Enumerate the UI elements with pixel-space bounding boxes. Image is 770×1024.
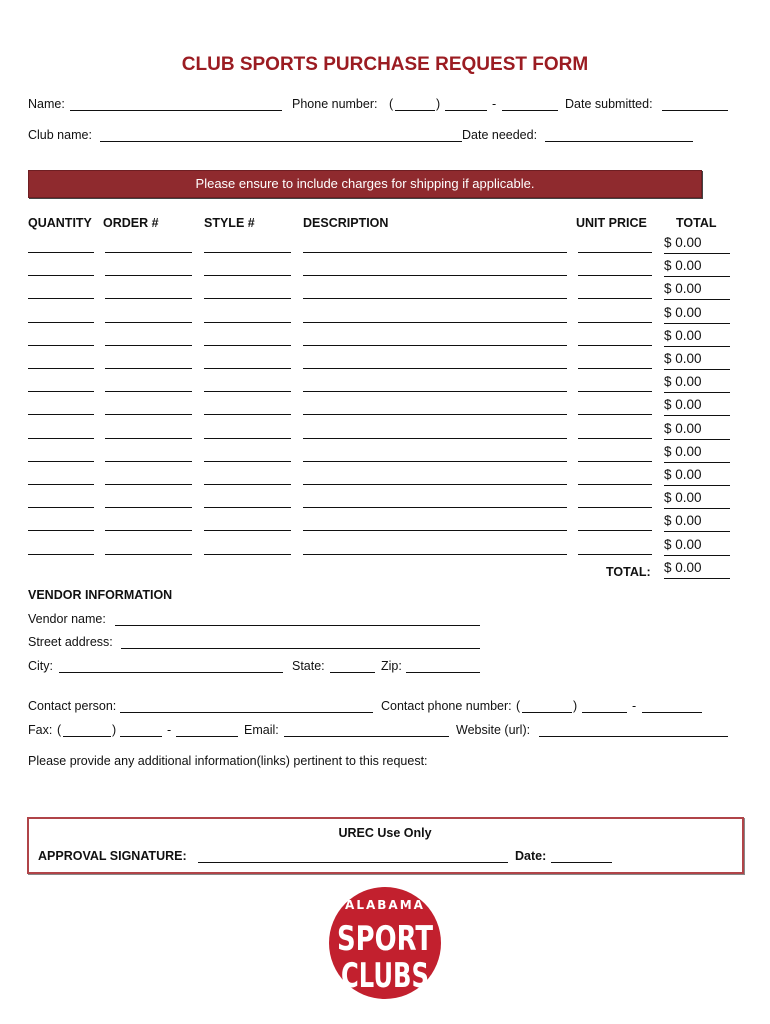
description-field[interactable] — [303, 391, 567, 392]
unit-price-field[interactable] — [578, 507, 652, 508]
order-field[interactable] — [105, 368, 192, 369]
order-field[interactable] — [105, 414, 192, 415]
row-total-value: $ 0.00 — [664, 444, 730, 463]
unit-price-field[interactable] — [578, 322, 652, 323]
name-field[interactable] — [70, 110, 282, 111]
urec-heading: UREC Use Only — [338, 826, 432, 840]
svg-text:CLUBS: CLUBS — [341, 956, 429, 996]
col-order: ORDER # — [103, 216, 159, 230]
quantity-field[interactable] — [28, 322, 94, 323]
grand-total-value: $ 0.00 — [664, 560, 730, 579]
website-label: Website (url): — [456, 723, 531, 737]
name-label: Name: — [28, 97, 65, 111]
style-field[interactable] — [204, 554, 291, 555]
row-total-value: $ 0.00 — [664, 374, 730, 393]
quantity-field[interactable] — [28, 252, 94, 253]
contact-phone-label: Contact phone number: — [381, 699, 512, 713]
quantity-field[interactable] — [28, 554, 94, 555]
contact-phone-dash: - — [632, 699, 637, 713]
unit-price-field[interactable] — [578, 298, 652, 299]
approval-signature-field[interactable] — [198, 862, 508, 863]
additional-info-label: Please provide any additional information(links) pertinent to this request: — [28, 754, 428, 768]
style-field[interactable] — [204, 507, 291, 508]
row-total-value: $ 0.00 — [664, 281, 730, 300]
row-total-value: $ 0.00 — [664, 537, 730, 556]
zip-field[interactable] — [406, 672, 480, 673]
quantity-field[interactable] — [28, 438, 94, 439]
row-total-value: $ 0.00 — [664, 421, 730, 440]
grand-total-label: TOTAL: — [606, 565, 651, 579]
order-field[interactable] — [105, 461, 192, 462]
quantity-field[interactable] — [28, 298, 94, 299]
state-field[interactable] — [330, 672, 375, 673]
order-field[interactable] — [105, 438, 192, 439]
description-field[interactable] — [303, 275, 567, 276]
col-style: STYLE # — [204, 216, 255, 230]
urec-date-field[interactable] — [551, 862, 612, 863]
unit-price-field[interactable] — [578, 461, 652, 462]
unit-price-field[interactable] — [578, 530, 652, 531]
unit-price-field[interactable] — [578, 438, 652, 439]
description-field[interactable] — [303, 554, 567, 555]
svg-text:SPORT: SPORT — [337, 919, 434, 959]
contact-phone-area-field[interactable] — [522, 712, 572, 713]
phone-open-paren: ( — [389, 97, 394, 111]
approval-signature-label: APPROVAL SIGNATURE: — [38, 849, 187, 863]
description-field[interactable] — [303, 345, 567, 346]
unit-price-field[interactable] — [578, 484, 652, 485]
contact-phone-open-paren: ( — [516, 699, 521, 713]
email-label: Email: — [244, 723, 279, 737]
quantity-field[interactable] — [28, 484, 94, 485]
unit-price-field[interactable] — [578, 414, 652, 415]
quantity-field[interactable] — [28, 345, 94, 346]
contact-phone-prefix-field[interactable] — [582, 712, 627, 713]
phone-dash: - — [492, 97, 497, 111]
row-total-value: $ 0.00 — [664, 328, 730, 347]
fax-label: Fax: — [28, 723, 53, 737]
fax-prefix-field[interactable] — [120, 736, 162, 737]
club-name-field[interactable] — [100, 141, 462, 142]
date-submitted-field[interactable] — [662, 110, 728, 111]
description-field[interactable] — [303, 438, 567, 439]
vendor-name-field[interactable] — [115, 625, 480, 626]
shipping-notice-banner — [28, 170, 702, 198]
email-field[interactable] — [284, 736, 449, 737]
contact-person-field[interactable] — [120, 712, 373, 713]
date-submitted-label: Date submitted: — [565, 97, 653, 111]
quantity-field[interactable] — [28, 391, 94, 392]
style-field[interactable] — [204, 322, 291, 323]
style-field[interactable] — [204, 461, 291, 462]
fax-close-paren: ) — [112, 723, 117, 737]
style-field[interactable] — [204, 345, 291, 346]
order-field[interactable] — [105, 554, 192, 555]
col-unit-price: UNIT PRICE — [576, 216, 647, 230]
contact-person-label: Contact person: — [28, 699, 117, 713]
description-field[interactable] — [303, 298, 567, 299]
description-field[interactable] — [303, 414, 567, 415]
unit-price-field[interactable] — [578, 554, 652, 555]
order-field[interactable] — [105, 507, 192, 508]
urec-date-label: Date: — [515, 849, 547, 863]
quantity-field[interactable] — [28, 530, 94, 531]
col-total: TOTAL — [676, 216, 717, 230]
style-field[interactable] — [204, 391, 291, 392]
style-field[interactable] — [204, 275, 291, 276]
phone-label: Phone number: — [292, 97, 378, 111]
style-field[interactable] — [204, 368, 291, 369]
row-total-value: $ 0.00 — [664, 490, 730, 509]
date-needed-field[interactable] — [545, 141, 693, 142]
order-field[interactable] — [105, 345, 192, 346]
style-field[interactable] — [204, 414, 291, 415]
row-total-value: $ 0.00 — [664, 305, 730, 324]
order-field[interactable] — [105, 298, 192, 299]
quantity-field[interactable] — [28, 275, 94, 276]
order-field[interactable] — [105, 530, 192, 531]
club-name-label: Club name: — [28, 128, 92, 142]
description-field[interactable] — [303, 461, 567, 462]
order-field[interactable] — [105, 275, 192, 276]
description-field[interactable] — [303, 252, 567, 253]
date-needed-label: Date needed: — [462, 128, 538, 142]
fax-dash: - — [167, 723, 172, 737]
row-total-value: $ 0.00 — [664, 513, 730, 532]
order-field[interactable] — [105, 484, 192, 485]
phone-area-field[interactable] — [395, 110, 435, 111]
quantity-field[interactable] — [28, 368, 94, 369]
state-label: State: — [292, 659, 325, 673]
vendor-name-label: Vendor name: — [28, 612, 106, 626]
order-field[interactable] — [105, 391, 192, 392]
description-field[interactable] — [303, 484, 567, 485]
style-field[interactable] — [204, 484, 291, 485]
row-total-value: $ 0.00 — [664, 258, 730, 277]
quantity-field[interactable] — [28, 414, 94, 415]
col-description: DESCRIPTION — [303, 216, 389, 230]
phone-close-paren: ) — [436, 97, 441, 111]
description-field[interactable] — [303, 322, 567, 323]
shipping-notice-text: Please ensure to include charges for shipping if applicable. — [195, 176, 535, 191]
order-field[interactable] — [105, 252, 192, 253]
svg-text:ALABAMA: ALABAMA — [345, 898, 425, 912]
website-field[interactable] — [539, 736, 728, 737]
description-field[interactable] — [303, 530, 567, 531]
style-field[interactable] — [204, 298, 291, 299]
row-total-value: $ 0.00 — [664, 235, 730, 254]
vendor-heading: VENDOR INFORMATION — [28, 588, 173, 602]
phone-line-field[interactable] — [502, 110, 558, 111]
order-field[interactable] — [105, 322, 192, 323]
row-total-value: $ 0.00 — [664, 351, 730, 370]
fax-open-paren: ( — [57, 723, 62, 737]
street-label: Street address: — [28, 635, 113, 649]
unit-price-field[interactable] — [578, 368, 652, 369]
fax-area-field[interactable] — [63, 736, 111, 737]
city-field[interactable] — [59, 672, 283, 673]
alabama-sport-clubs-logo — [329, 887, 441, 999]
description-field[interactable] — [303, 368, 567, 369]
form-title: CLUB SPORTS PURCHASE REQUEST FORM — [181, 54, 589, 75]
style-field[interactable] — [204, 438, 291, 439]
quantity-field[interactable] — [28, 461, 94, 462]
contact-phone-close-paren: ) — [573, 699, 578, 713]
zip-label: Zip: — [381, 659, 402, 673]
unit-price-field[interactable] — [578, 345, 652, 346]
description-field[interactable] — [303, 507, 567, 508]
style-field[interactable] — [204, 252, 291, 253]
city-label: City: — [28, 659, 53, 673]
quantity-field[interactable] — [28, 507, 94, 508]
unit-price-field[interactable] — [578, 252, 652, 253]
style-field[interactable] — [204, 530, 291, 531]
phone-prefix-field[interactable] — [445, 110, 487, 111]
row-total-value: $ 0.00 — [664, 397, 730, 416]
fax-line-field[interactable] — [176, 736, 238, 737]
row-total-value: $ 0.00 — [664, 467, 730, 486]
unit-price-field[interactable] — [578, 391, 652, 392]
street-field[interactable] — [121, 648, 480, 649]
contact-phone-line-field[interactable] — [642, 712, 702, 713]
unit-price-field[interactable] — [578, 275, 652, 276]
col-quantity: QUANTITY — [28, 216, 92, 230]
